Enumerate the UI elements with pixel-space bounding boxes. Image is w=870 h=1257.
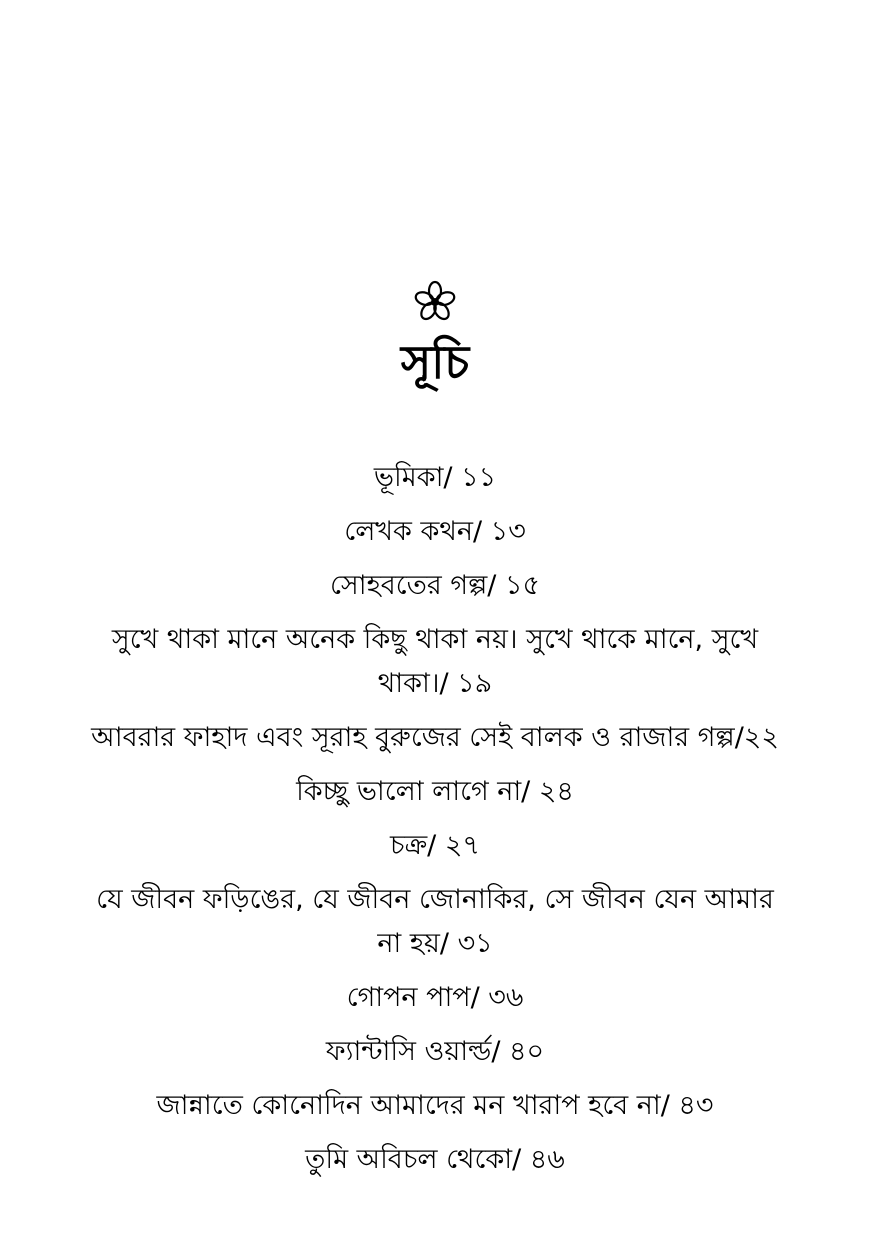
- toc-entry: জান্নাতে কোনোদিন আমাদের মন খারাপ হবে না/ ৪৩: [156, 1090, 714, 1121]
- table-of-contents: [90, 456, 780, 1192]
- toc-entry: তুমি অবিচল থেকো/ ৪৬: [305, 1144, 565, 1175]
- toc-entry: যে জীবন ফড়িঙের, যে জীবন জোনাকির, সে জীবন যেন আমার না হয়/ ৩১: [96, 884, 774, 959]
- toc-entry: ভূমিকা/ ১১: [373, 462, 497, 493]
- toc-entry: কিচ্ছু ভালো লাগে না/ ২৪: [296, 776, 574, 807]
- page-title: সূচি: [400, 335, 470, 389]
- flower-icon: [413, 280, 457, 324]
- toc-entry: লেখক কথন/ ১৩: [344, 516, 526, 547]
- toc-entry: চক্র/ ২৭: [390, 830, 480, 861]
- toc-entry: সুখে থাকা মানে অনেক কিছু থাকা নয়। সুখে থাকে মানে, সুখে থাকা।/ ১৯: [111, 624, 759, 699]
- toc-entry: গোপন পাপ/ ৩৬: [346, 982, 524, 1013]
- toc-entry: আবরার ফাহাদ এবং সূরাহ বুরুজের সেই বালক ও রাজার গল্প/২২: [91, 722, 779, 753]
- toc-entry: সোহবতের গল্প/ ১৫: [329, 570, 541, 601]
- toc-entry: ফ্যান্টাসি ওয়ার্ল্ড/ ৪০: [325, 1036, 545, 1067]
- ornament: [0, 280, 870, 324]
